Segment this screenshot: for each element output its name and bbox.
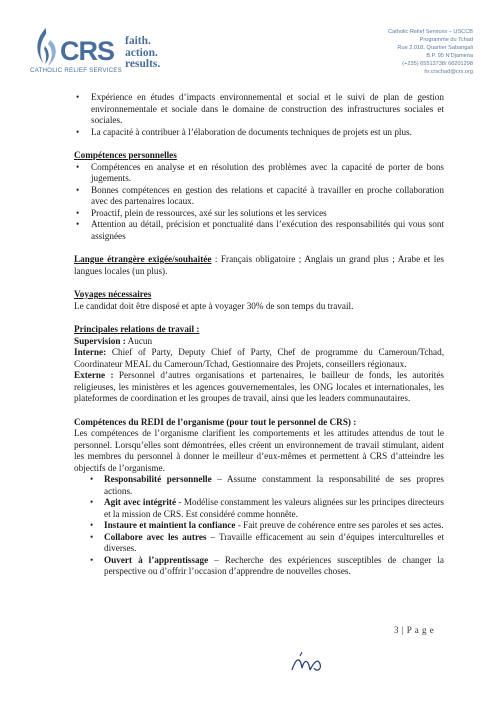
list-item-label: Instaure et maintient la confiance xyxy=(104,520,236,530)
logo-tagline-faith: faith. xyxy=(125,35,151,47)
list-item xyxy=(74,555,444,578)
supervision-text: Aucun xyxy=(125,335,153,346)
page-number: 3 | P a g e xyxy=(394,625,435,635)
address-line: Rue 2.018, Quartier Sabangali xyxy=(397,45,473,51)
list-item-label: Responsabilité personnelle xyxy=(104,474,212,484)
externe-text: Personnel d’autres organisations et partenaires, le bailleur de fonds, les autorités religieuses, les ministères et les agences gouvernementales, les ONG locales et internationales, les plateformes de coordination et les groupes de travail, ainsi que les leaders communautaires. xyxy=(74,370,445,403)
logo-tagline-action: action. xyxy=(125,46,158,59)
supervision-paragraph xyxy=(74,336,444,348)
section-heading-langue: Langue étrangère exigée/souhaitée xyxy=(74,254,212,264)
crs-flame-icon xyxy=(32,26,62,68)
list-item-label: Collabore avec les autres xyxy=(104,531,207,542)
handwritten-initials-icon xyxy=(286,648,336,678)
section-heading-competences: Compétences personnelles xyxy=(74,150,177,160)
list-item xyxy=(74,497,444,520)
bullet-icon: • xyxy=(76,161,80,172)
address-line: Catholic Relief Services – USCCB xyxy=(388,29,473,35)
list-item xyxy=(74,219,444,242)
list-item-text: Compétences en analyse et en résolution des problèmes avec la capacité de porter de bons jugements. xyxy=(91,161,444,183)
logo-tagline xyxy=(125,36,160,71)
bullet-icon: • xyxy=(76,184,80,195)
list-item-text: - Modélise constamment les valeurs alignées sur les principes directeurs et la mission de CRS. Est considéré comme honnête. xyxy=(104,497,444,519)
list-item xyxy=(74,520,444,532)
list-item xyxy=(74,185,444,208)
voyages-text: Le candidat doit être disposé et apte à voyager 30% de son temps du travail. xyxy=(74,300,354,311)
list-item-text: Proactif, plein de ressources, axé sur les solutions et les services xyxy=(91,207,327,218)
address-email: hr.crschad@crs.org xyxy=(424,69,473,75)
intro-bullet-list xyxy=(74,92,444,138)
list-item-text: Expérience en études d’impacts environnemental et social et le suivi de plan de gestion environnementale et sociale dans le domaine de construction des infrastructures sociales et sociales. xyxy=(91,92,444,125)
address-line: Programme du Tchad xyxy=(419,37,473,43)
list-item-text: - Fait preuve de cohérence entre ses paroles et ses actes. xyxy=(235,520,444,530)
bullet-icon: • xyxy=(90,531,94,542)
list-item-label: Agit avec intégrité xyxy=(104,497,177,507)
address-line: B.P. 95 N'Djamena xyxy=(426,53,473,59)
list-item xyxy=(74,208,444,220)
externe-paragraph xyxy=(74,370,444,405)
redi-list xyxy=(74,474,444,578)
logo-tagline-results: results. xyxy=(125,58,161,70)
list-item xyxy=(74,474,444,497)
section-heading-relations: Principales relations de travail : xyxy=(74,324,200,334)
list-item xyxy=(74,162,444,185)
address-line: (+235) 65513738/ 66201298 xyxy=(402,61,473,67)
list-item-text: La capacité à contribuer à l’élaboration de documents techniques de projets est un plus. xyxy=(91,126,412,137)
section-heading-redi: Compétences du REDI de l’organisme (pour tout le personnel de CRS) : xyxy=(74,416,357,427)
externe-label: Externe : xyxy=(74,370,114,380)
logo-wordmark: CRS xyxy=(60,36,115,66)
redi-intro: Les compétences de l’organisme clarifient les comportements et les attitudes attendus de tout le personnel. Lorsqu’elles sont démontrées, elles créent un environnement de travail stimulant, aident les membres du personnel à donner le meilleur d’eux-mêmes et permettent à CRS d’atteindre les objectifs de l’organisme. xyxy=(74,428,444,473)
interne-paragraph xyxy=(74,347,444,370)
list-item xyxy=(74,92,444,127)
langue-text: : Français obligatoire ; Anglais un grand plus ; Arabe et les langues locales (un plus). xyxy=(74,254,444,276)
crs-logo xyxy=(30,24,180,84)
langue-paragraph xyxy=(74,254,444,277)
interne-label: Interne: xyxy=(74,347,107,357)
bullet-icon: • xyxy=(76,126,80,137)
bullet-icon: • xyxy=(90,554,94,565)
logo-org-name: CATHOLIC RELIEF SERVICES xyxy=(30,67,122,74)
bullet-icon: • xyxy=(90,520,94,530)
bullet-icon: • xyxy=(76,92,80,102)
list-item-label: Ouvert à l’apprentissage xyxy=(104,554,209,565)
bullet-icon: • xyxy=(90,497,94,507)
list-item xyxy=(74,127,444,139)
section-heading-voyages: Voyages nécessaires xyxy=(74,289,152,299)
bullet-icon: • xyxy=(76,219,80,229)
list-item-text: – Recherche des expériences susceptibles de changer la perspective ou d’offrir l’occasion d’apprendre de nouvelles choses. xyxy=(104,554,444,576)
list-item-text: Bonnes compétences en gestion des relations et capacité à travailler en proche collaboration avec des partenaires locaux. xyxy=(91,184,444,206)
list-item-text: – Travaille efficacement au sein d’équipes interculturelles et diverses. xyxy=(104,531,444,553)
interne-text: Chief of Party, Deputy Chief of Party, Chef de programme du Cameroun/Tchad, Coordinateur MEAL du Cameroun/Tchad, Gestionnaire des Projets, conseillers régionaux. xyxy=(74,347,444,369)
list-item xyxy=(74,532,444,555)
list-item-text: – Assume constamment la responsabilité de ses propres actions. xyxy=(104,474,445,496)
address-block xyxy=(388,28,473,76)
supervision-label: Supervision : xyxy=(74,335,126,346)
bullet-icon: • xyxy=(76,207,80,218)
competences-list xyxy=(74,162,444,243)
bullet-icon: • xyxy=(90,474,94,484)
document-body xyxy=(74,92,444,578)
list-item-text: Attention au détail, précision et ponctualité dans l’exécution des responsabilités qui vous sont assignées xyxy=(91,219,444,241)
